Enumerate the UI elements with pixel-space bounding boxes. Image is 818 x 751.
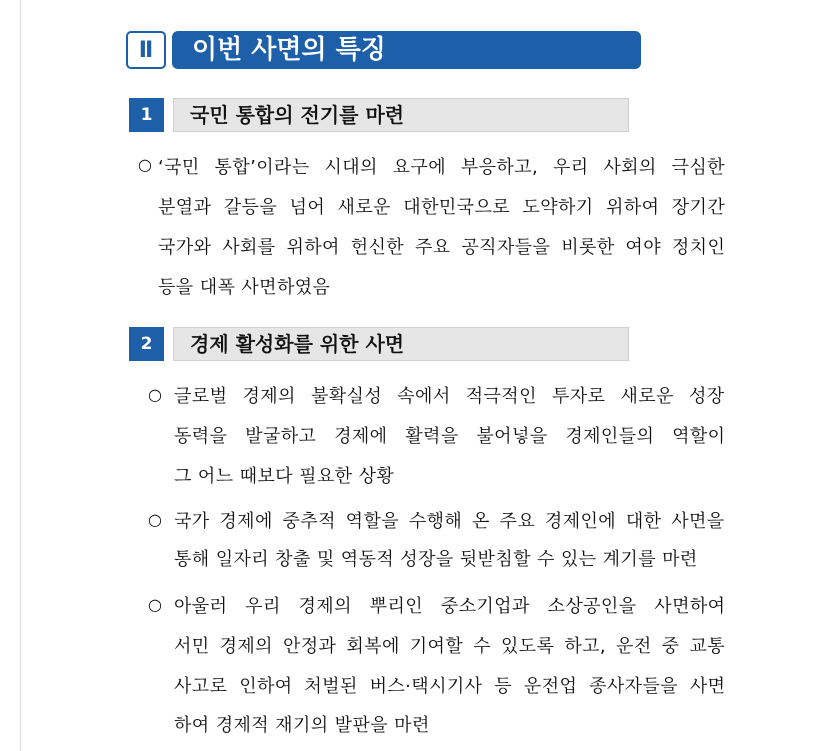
paragraph-line: 통해 일자리 창출 및 역동적 성장을 뒷받침할 수 있는 계기를 마련 bbox=[174, 549, 698, 570]
section-heading-1 bbox=[129, 98, 629, 132]
section-heading-2 bbox=[129, 327, 629, 361]
bullet-marker: ○ bbox=[148, 385, 162, 404]
paragraph-line: 아울러 우리 경제의 뿌리인 중소기업과 소상공인을 사면하여 bbox=[174, 596, 726, 617]
paragraph-line: 그 어느 때보다 필요한 상황 bbox=[174, 466, 395, 487]
section-number: 2 bbox=[129, 327, 164, 361]
bullet-marker: ○ bbox=[138, 155, 152, 174]
paragraph-line: 동력을 발굴하고 경제에 활력을 불어넣을 경제인들의 역할이 bbox=[174, 426, 726, 447]
paragraph-line: 서민 경제의 안정과 회복에 기여할 수 있도록 하고, 운전 중 교통 bbox=[174, 636, 726, 657]
chapter-title: 이번 사면의 특징 bbox=[172, 31, 641, 69]
paragraph-line: 하여 경제적 재기의 발판을 마련 bbox=[174, 715, 430, 736]
chapter-heading bbox=[126, 31, 641, 69]
paragraph-line: 국가 경제에 중추적 역할을 수행해 온 주요 경제인에 대한 사면을 bbox=[174, 511, 725, 532]
paragraph-line: 분열과 갈등을 넘어 새로운 대한민국으로 도약하기 위하여 장기간 bbox=[158, 197, 726, 218]
chapter-number: Ⅱ bbox=[126, 31, 166, 69]
bullet-marker: ○ bbox=[148, 595, 162, 614]
bullet-marker: ○ bbox=[148, 510, 162, 529]
paragraph-line: ‘국민 통합’이라는 시대의 요구에 부응하고, 우리 사회의 극심한 bbox=[158, 157, 725, 178]
paragraph-line: 글로벌 경제의 불확실성 속에서 적극적인 투자로 새로운 성장 bbox=[174, 386, 725, 407]
section-title: 국민 통합의 전기를 마련 bbox=[173, 98, 629, 132]
paragraph-line: 사고로 인하여 처벌된 버스·택시기사 등 운전업 종사자들을 사면 bbox=[174, 676, 726, 697]
section-number: 1 bbox=[129, 98, 164, 132]
page-left-border bbox=[20, 0, 21, 751]
paragraph-line: 등을 대폭 사면하였음 bbox=[158, 277, 331, 298]
paragraph-line: 국가와 사회를 위하여 헌신한 주요 공직자들을 비롯한 여야 정치인 bbox=[158, 237, 726, 258]
section-title: 경제 활성화를 위한 사면 bbox=[173, 327, 629, 361]
